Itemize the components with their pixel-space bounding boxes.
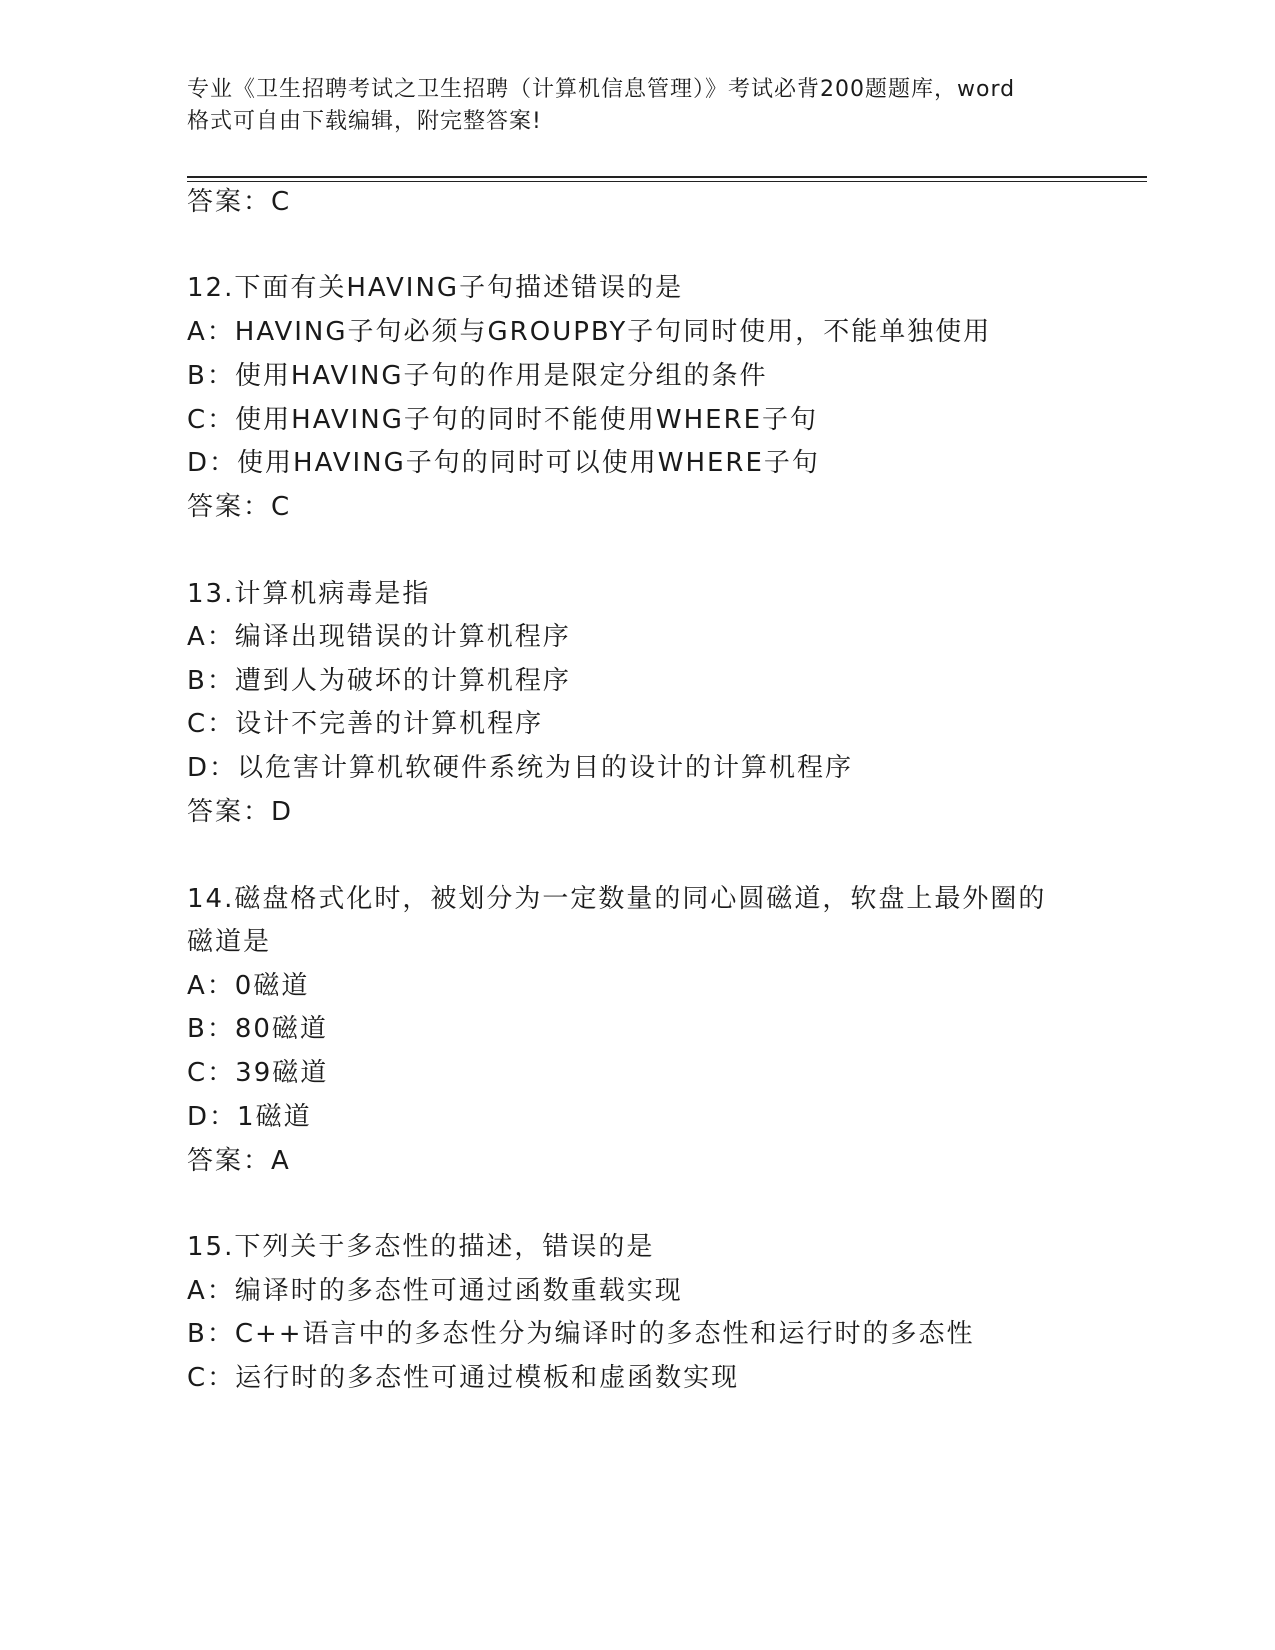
question-12-answer: 答案：C — [187, 492, 292, 522]
question-15-stem: 15.下列关于多态性的描述，错误的是 — [187, 1232, 655, 1262]
question-14-option-b: B：80磁道 — [187, 1014, 328, 1044]
question-15-option-c: C：运行时的多态性可通过模板和虚函数实现 — [187, 1363, 740, 1393]
question-12-option-d: D：使用HAVING子句的同时可以使用WHERE子句 — [187, 448, 820, 478]
header-divider-thick — [187, 176, 1147, 178]
question-12-option-b: B：使用HAVING子句的作用是限定分组的条件 — [187, 361, 768, 391]
question-14-stem-line-1: 14.磁盘格式化时，被划分为一定数量的同心圆磁道，软盘上最外圈的 — [187, 884, 1047, 914]
question-15-option-b: B：C++语言中的多态性分为编译时的多态性和运行时的多态性 — [187, 1319, 975, 1349]
question-13-option-d: D：以危害计算机软硬件系统为目的设计的计算机程序 — [187, 753, 854, 783]
question-14-option-c: C：39磁道 — [187, 1058, 329, 1088]
question-12-option-a: A：HAVING子句必须与GROUPBY子句同时使用，不能单独使用 — [187, 317, 992, 347]
question-14-option-d: D：1磁道 — [187, 1102, 312, 1132]
question-14-stem-line-2: 磁道是 — [187, 927, 272, 957]
question-13-stem: 13.计算机病毒是指 — [187, 579, 431, 609]
document-header — [187, 74, 1087, 138]
question-14-answer: 答案：A — [187, 1146, 291, 1176]
question-12-option-c: C：使用HAVING子句的同时不能使用WHERE子句 — [187, 405, 819, 435]
question-14-option-a: A：0磁道 — [187, 971, 310, 1001]
question-13-option-a: A：编译出现错误的计算机程序 — [187, 622, 571, 652]
question-13-answer: 答案：D — [187, 797, 294, 827]
question-12-stem: 12.下面有关HAVING子句描述错误的是 — [187, 273, 684, 303]
header-line-1: 专业《卫生招聘考试之卫生招聘（计算机信息管理）》考试必背200题题库，word — [187, 77, 1016, 102]
answer-previous: 答案：C — [187, 187, 292, 217]
question-13-option-b: B：遭到人为破坏的计算机程序 — [187, 666, 571, 696]
header-divider-thin — [187, 181, 1147, 182]
question-15-option-a: A：编译时的多态性可通过函数重载实现 — [187, 1276, 683, 1306]
header-line-2: 格式可自由下载编辑，附完整答案! — [187, 109, 542, 134]
question-13-option-c: C：设计不完善的计算机程序 — [187, 709, 544, 739]
